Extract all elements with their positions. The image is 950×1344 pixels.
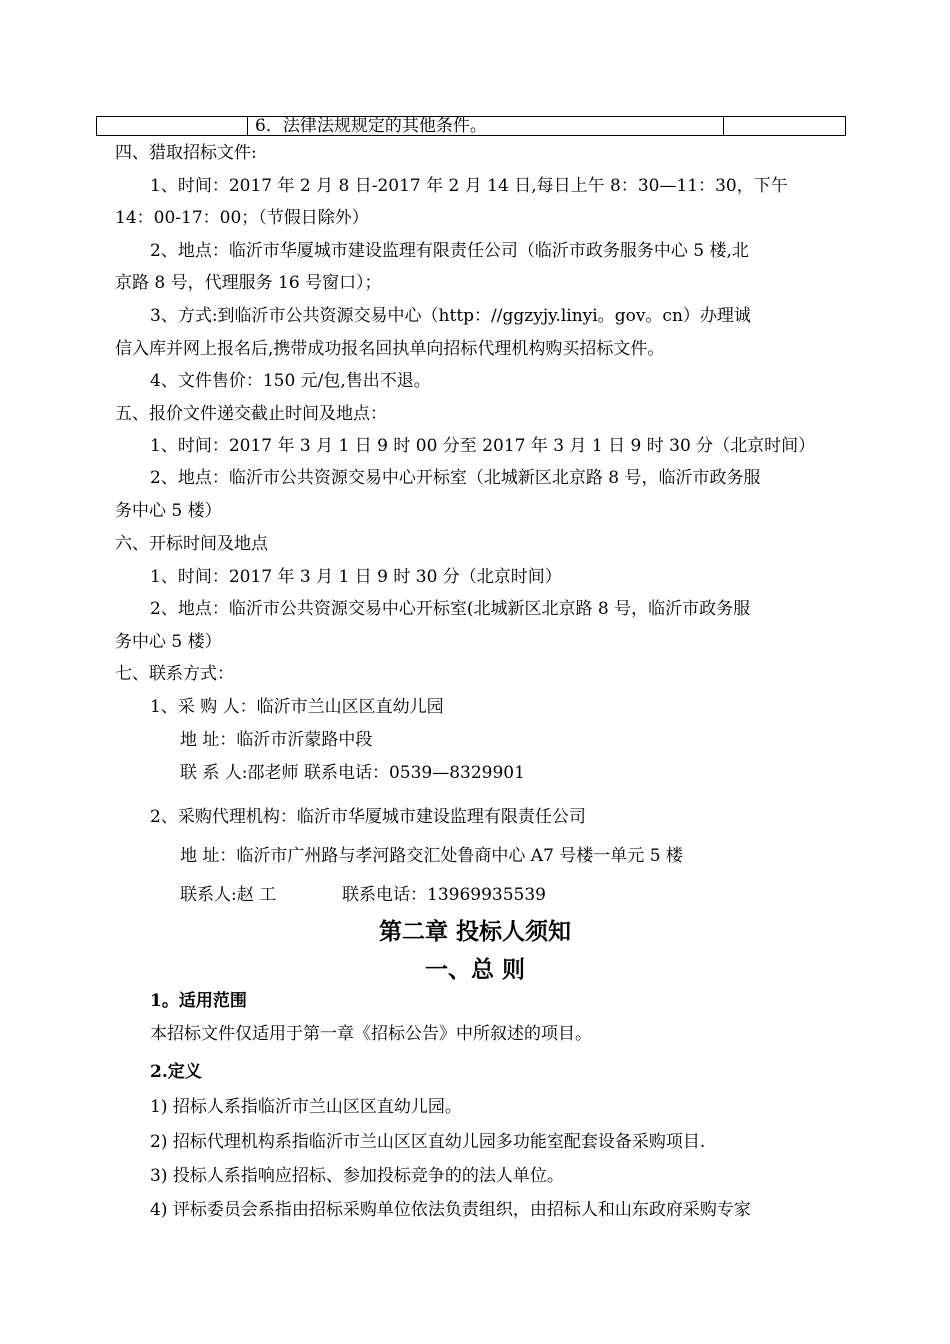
- section-5-heading: 五、报价文件递交截止时间及地点：: [115, 404, 387, 424]
- s7-buyer-contact: 联 系 人:邵老师 联系电话：0539—8329901: [180, 763, 525, 783]
- definition-item: 2) 招标代理机构系指临沂市兰山区区直幼儿园多功能室配套设备采购项目.: [150, 1132, 706, 1152]
- definition-item: 4) 评标委员会系指由招标采购单位依法负责组织，由招标人和山东政府采购专家: [150, 1200, 751, 1220]
- section-6-heading: 六、开标时间及地点: [115, 534, 268, 554]
- table-cell-text: 6．法律法规规定的其他条件。: [255, 116, 487, 136]
- s7-agent-address: 地 址：临沂市广州路与孝河路交汇处鲁商中心 A7 号楼一单元 5 楼: [180, 846, 683, 866]
- definition-item: 3) 投标人系指响应招标、参加投标竞争的的法人单位。: [150, 1166, 564, 1186]
- scope-text: 本招标文件仅适用于第一章《招标公告》中所叙述的项目。: [150, 1024, 592, 1044]
- s7-buyer-address: 地 址：临沂市沂蒙路中段: [180, 730, 373, 750]
- table-divider: [247, 117, 248, 135]
- scope-heading: 1。适用范围: [150, 991, 247, 1011]
- s6-time: 1、时间：2017 年 3 月 1 日 9 时 30 分（北京时间）: [150, 567, 562, 587]
- s4-time-line2: 14：00-17：00；（节假日除外）: [115, 208, 369, 228]
- s7-agent: 2、采购代理机构：临沂市华厦城市建设监理有限责任公司: [150, 807, 586, 827]
- section-4-heading: 四、猎取招标文件:: [115, 143, 257, 163]
- s4-price: 4、文件售价：150 元/包,售出不退。: [150, 371, 431, 391]
- definition-heading: 2.定义: [150, 1062, 202, 1082]
- s7-buyer: 1、采 购 人：临沂市兰山区区直幼儿园: [150, 697, 444, 717]
- s4-method-line1: 3、方式:到临沂市公共资源交易中心（http：//ggzyjy.linyi。gov。cn）办理诚: [150, 306, 751, 326]
- chapter-2-subtitle: 一、总 则: [424, 957, 525, 983]
- s6-place-line2: 务中心 5 楼）: [115, 632, 222, 652]
- s6-place-line1: 2、地点：临沂市公共资源交易中心开标室(北城新区北京路 8 号，临沂市政务服: [150, 599, 751, 619]
- table-divider: [723, 117, 724, 135]
- section-7-heading: 七、联系方式：: [115, 664, 234, 684]
- s4-time-line1: 1、时间：2017 年 2 月 8 日-2017 年 2 月 14 日,每日上午 8：30—11：30，下午: [150, 176, 788, 196]
- s4-place-line1: 2、地点：临沂市华厦城市建设监理有限责任公司（临沂市政务服务中心 5 楼,北: [150, 241, 749, 261]
- s7-agent-contact-phone: 联系电话：13969935539: [342, 885, 546, 905]
- top-table-row: [96, 116, 846, 136]
- definition-item: 1) 招标人系指临沂市兰山区区直幼儿园。: [150, 1097, 462, 1117]
- s5-place-line2: 务中心 5 楼）: [115, 501, 222, 521]
- s5-time: 1、时间：2017 年 3 月 1 日 9 时 00 分至 2017 年 3 月 1 日 9 时 30 分（北京时间）: [150, 436, 816, 456]
- s7-agent-contact-name: 联系人:赵 工: [180, 885, 277, 905]
- s4-place-line2: 京路 8 号，代理服务 16 号窗口）；: [115, 273, 382, 293]
- s5-place-line1: 2、地点：临沂市公共资源交易中心开标室（北城新区北京路 8 号，临沂市政务服: [150, 468, 761, 488]
- chapter-2-title: 第二章 投标人须知: [378, 919, 571, 945]
- s4-method-line2: 信入库并网上报名后,携带成功报名回执单向招标代理机构购买招标文件。: [115, 339, 665, 359]
